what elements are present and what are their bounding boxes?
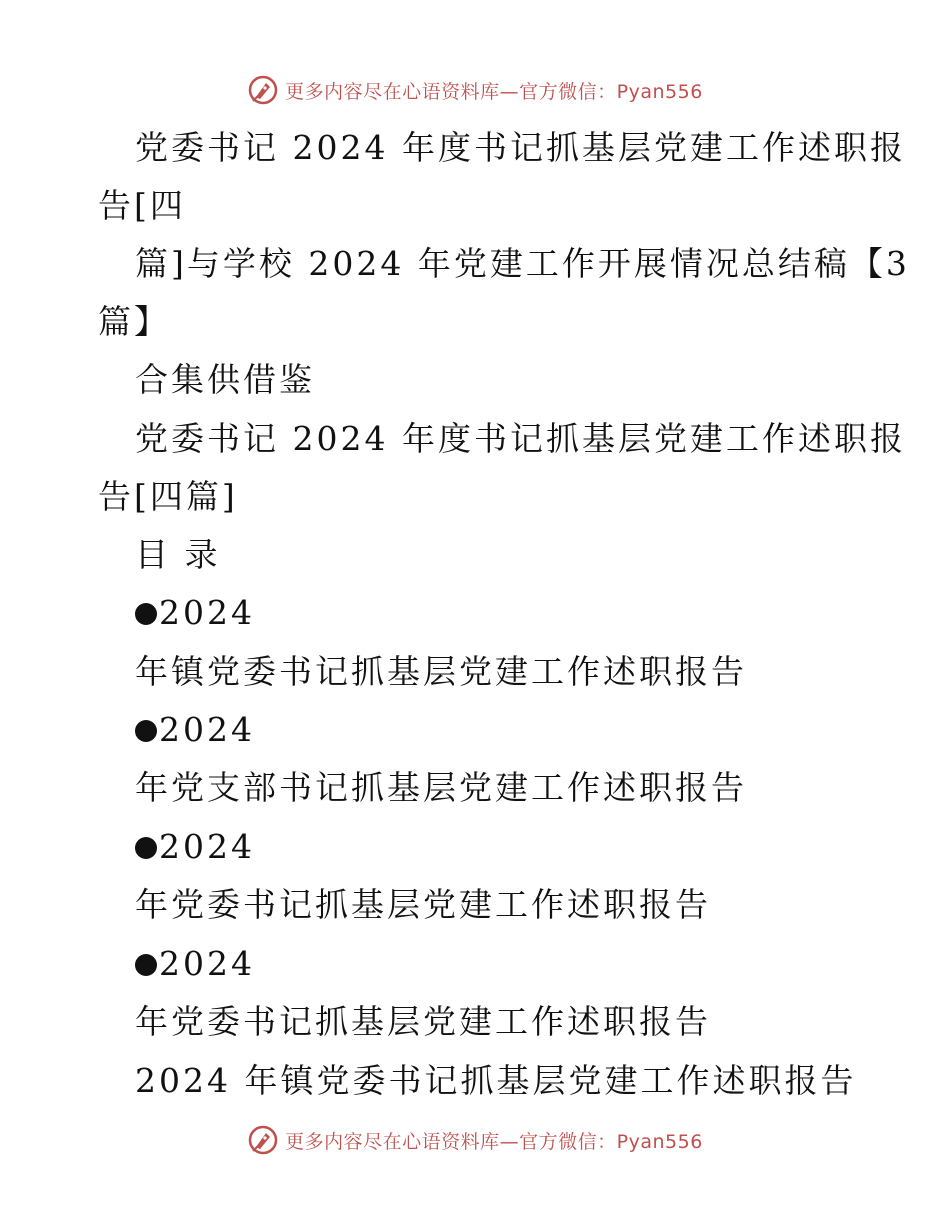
bullet-icon	[135, 720, 157, 742]
toc-bullet-2-year: 2024	[159, 710, 255, 749]
toc-bullet-4-year: 2024	[159, 944, 255, 983]
bullet-icon	[135, 837, 157, 859]
toc-heading: 目 录	[135, 535, 221, 574]
subtitle-line-2: 告[四篇]	[98, 477, 238, 516]
toc-bullet-1-year: 2024	[159, 593, 255, 632]
watermark-text: 更多内容尽在心语资料库—官方微信：Pyan556	[285, 80, 703, 103]
toc-item-1: 年镇党委书记抓基层党建工作述职报告	[135, 652, 747, 691]
footer-watermark	[0, 1120, 950, 1160]
toc-bullet-1	[135, 593, 255, 633]
title-line-5: 合集供借鉴	[135, 360, 315, 399]
toc-item-4: 年党委书记抓基层党建工作述职报告	[135, 1002, 711, 1041]
bullet-icon	[135, 954, 157, 976]
subtitle-line-1: 党委书记 2024 年度书记抓基层党建工作述职报	[135, 419, 906, 458]
toc-bullet-3-year: 2024	[159, 827, 255, 866]
watermark-text: 更多内容尽在心语资料库—官方微信：Pyan556	[285, 1130, 703, 1153]
toc-bullet-3	[135, 827, 255, 867]
pen-nib-logo-icon	[247, 1124, 279, 1156]
toc-item-2: 年党支部书记抓基层党建工作述职报告	[135, 768, 747, 807]
title-line-4: 篇】	[98, 302, 170, 341]
section-heading: 2024 年镇党委书记抓基层党建工作述职报告	[135, 1061, 857, 1100]
bullet-icon	[135, 603, 157, 625]
title-line-3: 篇]与学校 2024 年党建工作开展情况总结稿【3	[135, 244, 910, 283]
toc-bullet-4	[135, 944, 255, 984]
title-line-1: 党委书记 2024 年度书记抓基层党建工作述职报	[135, 128, 906, 167]
title-line-2: 告[四	[98, 186, 186, 225]
toc-bullet-2	[135, 710, 255, 750]
toc-item-3: 年党委书记抓基层党建工作述职报告	[135, 885, 711, 924]
